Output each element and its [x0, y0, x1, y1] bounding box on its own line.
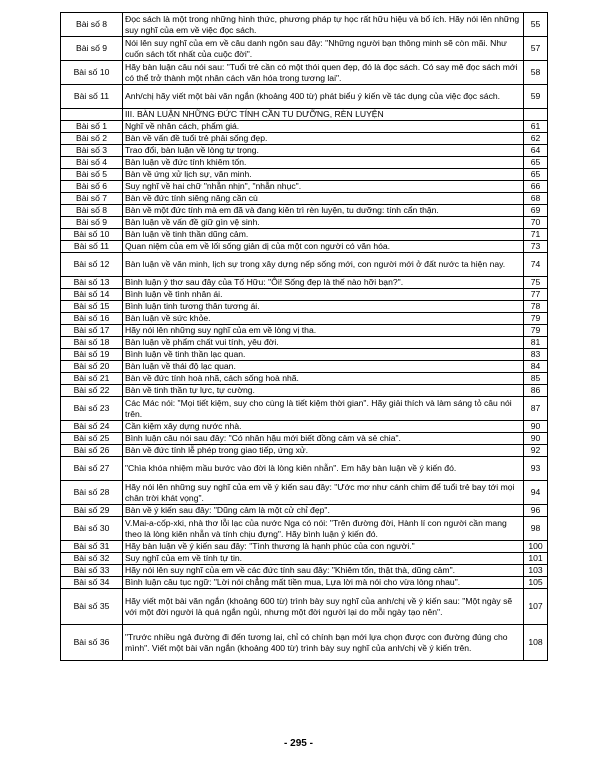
toc-row [61, 313, 548, 325]
toc-rows-before [61, 13, 548, 109]
page-ref: 94 [524, 481, 548, 505]
toc-row [61, 157, 548, 169]
toc-row [61, 361, 548, 373]
lesson-title: "Trước nhiều ngả đường đi đến tương lai, chỉ có chính bạn mới lựa chọn được con đường đúng cho mình". Viết một bài văn ngắn (khoảng 400 từ) trình bày suy nghĩ của anh/chị về ý kiến trên. [123, 625, 524, 661]
lesson-title: V.Mai-a-cốp-xki, nhà thơ lỗi lạc của nước Nga có nói: "Trên đường đời, Hành lí con người cần mang theo là lòng kiên nhẫn và tính chịu đựng". Hãy bình luận ý kiến đó. [123, 517, 524, 541]
lesson-number: Bài số 28 [61, 481, 123, 505]
page-ref: 62 [524, 133, 548, 145]
toc-row [61, 421, 548, 433]
lesson-title: Bình luận ý thơ sau đây của Tố Hữu: "Ôi! Sống đẹp là thế nào hỡi bạn?". [123, 277, 524, 289]
page-ref: 74 [524, 253, 548, 277]
page-ref: 59 [524, 85, 548, 109]
lesson-number: Bài số 19 [61, 349, 123, 361]
lesson-number: Bài số 16 [61, 313, 123, 325]
page-ref: 70 [524, 217, 548, 229]
lesson-title: Trao đổi, bàn luận về lòng tự trọng. [123, 145, 524, 157]
page-ref: 92 [524, 445, 548, 457]
page-ref: 77 [524, 289, 548, 301]
lesson-title: Bàn về ứng xử lịch sự, văn minh. [123, 169, 524, 181]
page-ref: 69 [524, 205, 548, 217]
page-ref: 85 [524, 373, 548, 385]
toc-row [61, 517, 548, 541]
lesson-title: Bàn về tinh thần tự lực, tự cường. [123, 385, 524, 397]
lesson-title: "Chìa khóa nhiệm mầu bước vào đời là lòng kiên nhẫn". Em hãy bàn luận về ý kiến đó. [123, 457, 524, 481]
lesson-title: Bàn luận về đức tính khiêm tốn. [123, 157, 524, 169]
lesson-title: Hãy bàn luận về ý kiến sau đây: "Tình thương là hạnh phúc của con người." [123, 541, 524, 553]
lesson-title: Anh/chị hãy viết một bài văn ngắn (khoảng 400 từ) phát biểu ý kiến về tác dụng của việc đọc sách. [123, 85, 524, 109]
lesson-number: Bài số 9 [61, 37, 123, 61]
toc-row [61, 481, 548, 505]
toc-row [61, 541, 548, 553]
toc-row [61, 289, 548, 301]
page-ref: 78 [524, 301, 548, 313]
toc-row [61, 61, 548, 85]
toc-row [61, 337, 548, 349]
page-ref: 83 [524, 349, 548, 361]
lesson-number: Bài số 11 [61, 241, 123, 253]
lesson-number: Bài số 9 [61, 217, 123, 229]
lesson-number: Bài số 11 [61, 85, 123, 109]
toc-row [61, 169, 548, 181]
toc-row [61, 85, 548, 109]
toc-row [61, 553, 548, 565]
toc-row [61, 277, 548, 289]
lesson-title: Bàn về ý kiến sau đây: "Dũng cảm là một cử chỉ đẹp". [123, 505, 524, 517]
toc-row [61, 625, 548, 661]
lesson-title: Nói lên suy nghĩ của em về câu danh ngôn sau đây: "Những người bạn thông minh sẽ còn mãi. Như cuốn sách tốt nhất của cuộc đời". [123, 37, 524, 61]
section-header [61, 109, 548, 121]
lesson-number: Bài số 8 [61, 205, 123, 217]
page-ref: 79 [524, 313, 548, 325]
toc-row [61, 13, 548, 37]
page-ref: 90 [524, 421, 548, 433]
toc-row [61, 385, 548, 397]
page-ref: 71 [524, 229, 548, 241]
toc-row [61, 565, 548, 577]
lesson-title: Bình luận câu tục ngữ: "Lời nói chẳng mất tiền mua, Lựa lời mà nói cho vừa lòng nhau". [123, 577, 524, 589]
toc-row [61, 325, 548, 337]
page-ref: 57 [524, 37, 548, 61]
toc-row [61, 433, 548, 445]
lesson-title: Bình luận câu nói sau đây: "Có nhân hậu mới biết đồng cảm và sẻ chia". [123, 433, 524, 445]
page-ref: 87 [524, 397, 548, 421]
lesson-title: Hãy viết một bài văn ngắn (khoảng 600 từ) trình bày suy nghĩ của anh/chị về ý kiến sau: "Một ngày sẽ với một đời người là quá ngắn ngủi, nhưng một đời người lại do mỗi ngày tạo nên". [123, 589, 524, 625]
toc-row [61, 193, 548, 205]
lesson-title: Bàn luận về vấn đề giữ gìn vệ sinh. [123, 217, 524, 229]
lesson-title: Quan niệm của em về lối sống giản dị của một con người có văn hóa. [123, 241, 524, 253]
toc-row [61, 181, 548, 193]
page-ref: 100 [524, 541, 548, 553]
page-ref: 65 [524, 169, 548, 181]
lesson-number: Bài số 35 [61, 589, 123, 625]
page-ref: 55 [524, 13, 548, 37]
toc-row [61, 301, 548, 313]
lesson-title: Bàn luận về thái độ lạc quan. [123, 361, 524, 373]
toc-row [61, 349, 548, 361]
section-title: III. BÀN LUẬN NHỮNG ĐỨC TÍNH CẦN TU DƯỠNG, RÈN LUYỆN [123, 109, 524, 121]
lesson-title: Các Mác nói: "Mọi tiết kiệm, suy cho cùng là tiết kiệm thời gian". Hãy giải thích và làm sáng tỏ câu nói trên. [123, 397, 524, 421]
lesson-title: Hãy nói lên những suy nghĩ của em về lòng vị tha. [123, 325, 524, 337]
lesson-number: Bài số 10 [61, 229, 123, 241]
lesson-number: Bài số 32 [61, 553, 123, 565]
page-ref: 73 [524, 241, 548, 253]
lesson-number: Bài số 7 [61, 193, 123, 205]
lesson-number: Bài số 8 [61, 13, 123, 37]
page-ref: 66 [524, 181, 548, 193]
lesson-title: Bình luận về tình nhân ái. [123, 289, 524, 301]
lesson-title: Hãy nói lên suy nghĩ của em về các đức tính sau đây: "Khiêm tốn, thật thà, dũng cảm". [123, 565, 524, 577]
page-ref: 93 [524, 457, 548, 481]
lesson-number: Bài số 15 [61, 301, 123, 313]
lesson-number: Bài số 3 [61, 145, 123, 157]
page-ref: 105 [524, 577, 548, 589]
page-ref: 108 [524, 625, 548, 661]
lesson-number: Bài số 22 [61, 385, 123, 397]
lesson-title: Bàn về đức tính siêng năng cần cù [123, 193, 524, 205]
toc-row [61, 397, 548, 421]
page-ref: 64 [524, 145, 548, 157]
lesson-title: Bàn về đức tính lễ phép trong giao tiếp, ứng xử. [123, 445, 524, 457]
lesson-title: Bàn luận về văn minh, lịch sự trong xây dựng nếp sống mới, con người mới ở đất nước ta hiện nay. [123, 253, 524, 277]
toc-row [61, 217, 548, 229]
lesson-title: Cần kiệm xây dựng nước nhà. [123, 421, 524, 433]
toc-row [61, 589, 548, 625]
lesson-number: Bài số 21 [61, 373, 123, 385]
page-ref: 65 [524, 157, 548, 169]
page-ref: 79 [524, 325, 548, 337]
page-ref: 101 [524, 553, 548, 565]
toc-row [61, 121, 548, 133]
page-ref: 107 [524, 589, 548, 625]
lesson-number: Bài số 24 [61, 421, 123, 433]
lesson-number: Bài số 34 [61, 577, 123, 589]
toc-row [61, 229, 548, 241]
lesson-title: Bàn luận về sức khỏe. [123, 313, 524, 325]
page-ref: 96 [524, 505, 548, 517]
lesson-title: Suy nghĩ về hai chữ "nhẫn nhịn", "nhẫn nhục". [123, 181, 524, 193]
lesson-title: Bàn về đức tính hoà nhã, cách sống hoà nhã. [123, 373, 524, 385]
toc-row [61, 37, 548, 61]
lesson-title: Hãy bàn luận câu nói sau: "Tuổi trẻ cần có một thói quen đẹp, đó là đọc sách. Có say mê đọc sách mới có thể trở thành một nhân cách văn hóa trong tương lai". [123, 61, 524, 85]
page-ref: 61 [524, 121, 548, 133]
lesson-title: Bình luận tinh tương thân tương ái. [123, 301, 524, 313]
lesson-number: Bài số 23 [61, 397, 123, 421]
lesson-number: Bài số 13 [61, 277, 123, 289]
lesson-number: Bài số 26 [61, 445, 123, 457]
lesson-number: Bài số 17 [61, 325, 123, 337]
lesson-title: Suy nghĩ của em về tính tự tin. [123, 553, 524, 565]
toc-rows-after [61, 121, 548, 661]
lesson-number: Bài số 30 [61, 517, 123, 541]
lesson-number: Bài số 6 [61, 181, 123, 193]
toc-row [61, 133, 548, 145]
lesson-number: Bài số 10 [61, 61, 123, 85]
page-ref: 75 [524, 277, 548, 289]
page-number: - 295 - [284, 738, 313, 749]
lesson-number: Bài số 1 [61, 121, 123, 133]
toc-row [61, 373, 548, 385]
page-ref: 98 [524, 517, 548, 541]
lesson-number: Bài số 27 [61, 457, 123, 481]
page-ref: 103 [524, 565, 548, 577]
lesson-number: Bài số 12 [61, 253, 123, 277]
toc-row [61, 577, 548, 589]
toc-row [61, 241, 548, 253]
lesson-title: Bình luận về tinh thần lạc quan. [123, 349, 524, 361]
lesson-title: Bàn luận về tinh thần dũng cảm. [123, 229, 524, 241]
lesson-title: Nghĩ về nhân cách, phẩm giá. [123, 121, 524, 133]
lesson-number: Bài số 4 [61, 157, 123, 169]
page-ref: 81 [524, 337, 548, 349]
lesson-number: Bài số 18 [61, 337, 123, 349]
lesson-number: Bài số 20 [61, 361, 123, 373]
lesson-number: Bài số 36 [61, 625, 123, 661]
toc-row [61, 145, 548, 157]
page-ref: 68 [524, 193, 548, 205]
page-ref: 84 [524, 361, 548, 373]
toc-row [61, 505, 548, 517]
lesson-number: Bài số 14 [61, 289, 123, 301]
lesson-number: Bài số 25 [61, 433, 123, 445]
page-ref: 90 [524, 433, 548, 445]
lesson-number: Bài số 5 [61, 169, 123, 181]
page-ref: 58 [524, 61, 548, 85]
toc-row [61, 253, 548, 277]
toc-row [61, 457, 548, 481]
lesson-number: Bài số 2 [61, 133, 123, 145]
lesson-title: Đọc sách là một trong những hình thức, phương pháp tự học rất hữu hiệu và bổ ích. Hãy nói lên những suy nghĩ của em về việc đọc sách. [123, 13, 524, 37]
table-of-contents [60, 12, 548, 661]
lesson-number: Bài số 33 [61, 565, 123, 577]
toc-row [61, 205, 548, 217]
toc-row [61, 445, 548, 457]
lesson-number: Bài số 31 [61, 541, 123, 553]
lesson-title: Bàn về một đức tính mà em đã và đang kiên trì rèn luyện, tu dưỡng: tính cẩn thận. [123, 205, 524, 217]
lesson-title: Bàn về vấn đề tuổi trẻ phải sống đẹp. [123, 133, 524, 145]
lesson-number: Bài số 29 [61, 505, 123, 517]
lesson-title: Bàn luận về phẩm chất vui tính, yêu đời. [123, 337, 524, 349]
page-ref: 86 [524, 385, 548, 397]
lesson-title: Hãy nói lên những suy nghĩ của em về ý kiến sau đây: "Ước mơ như cánh chim để tuổi trẻ bay tới mọi chân trời khát vọng". [123, 481, 524, 505]
